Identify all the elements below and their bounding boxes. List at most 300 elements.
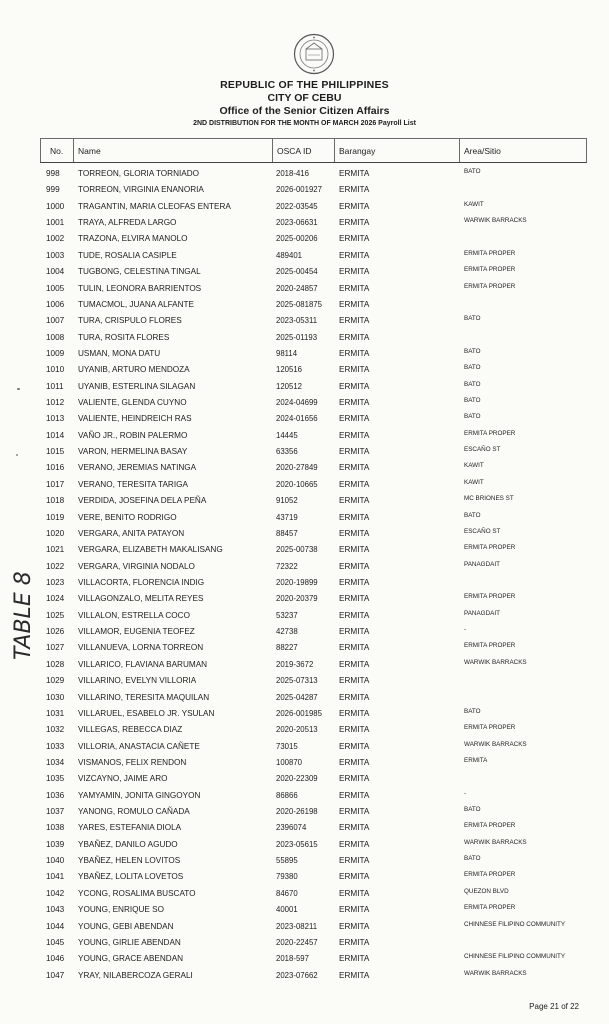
cell-brgy: ERMITA [339,807,370,817]
cell-name: VILLORIA, ANASTACIA CAÑETE [78,741,200,751]
cell-no: 1018 [46,496,65,506]
cell-name: TUDE, ROSALIA CASIPLE [78,250,177,260]
table-row [40,819,587,835]
cell-id: 2025-081875 [276,299,322,309]
cell-name: VILLARINO, EVELYN VILLORIA [78,676,197,686]
cell-brgy: ERMITA [339,447,370,457]
cell-no: 1025 [46,610,65,620]
cell-name: TORREON, GLORIA TORNIADO [78,169,200,178]
table-row [40,639,587,655]
cell-area: PANAGDAIT [464,560,500,568]
table-row [40,492,587,508]
cell-brgy: ERMITA [339,839,370,849]
cell-id: 120512 [276,381,303,391]
cell-brgy: ERMITA [339,561,370,571]
cell-area: ERMITA PROPER [464,724,516,732]
cell-id: 2023-08211 [276,921,318,931]
cell-name: VERDIDA, JOSEFINA DELA PEÑA [78,496,207,506]
cell-no: 1012 [46,398,65,408]
cell-no: 1034 [46,757,65,767]
cell-brgy: ERMITA [339,332,370,342]
cell-id: 86866 [276,790,298,800]
cell-id: 2396074 [276,823,307,833]
cell-area: KAWIT [464,478,484,486]
cell-area: MC BRIONES ST [464,495,514,503]
cell-name: VARON, HERMELINA BASAY [78,447,188,457]
cell-name: VALIENTE, GLENDA CUYNO [78,398,187,408]
cell-area: KAWIT [464,200,484,208]
cell-brgy: ERMITA [339,414,370,424]
table-row [40,967,587,983]
cell-brgy: ERMITA [339,905,370,915]
cell-name: VILLALON, ESTRELLA COCO [78,610,190,620]
cell-area: ERMITA [464,756,488,764]
cell-name: VERANO, TERESITA TARIGA [78,479,188,489]
cell-no: 1047 [46,970,65,980]
table-row [40,558,587,574]
cell-area: WARWIK BARRACKS [464,969,527,977]
table-row [40,410,587,426]
cell-brgy: ERMITA [339,528,370,538]
cell-area: ERMITA PROPER [464,429,516,437]
cell-no: 1017 [46,479,65,489]
cell-no: 1039 [46,839,65,849]
cell-brgy: ERMITA [339,692,370,702]
cell-no: 1031 [46,708,65,718]
pen-mark [17,388,20,390]
cell-name: TULIN, LEONORA BARRIENTOS [78,283,202,293]
cell-area: BATO [464,855,481,863]
cell-name: TRAZONA, ELVIRA MANOLO [78,234,188,244]
cell-no: 1005 [46,283,65,293]
cell-brgy: ERMITA [339,512,370,522]
cell-id: 88457 [276,528,298,538]
cell-name: VALIENTE, HEINDREICH RAS [78,414,192,424]
cell-id: 2020-20513 [276,725,318,735]
cell-brgy: ERMITA [339,888,370,898]
cell-id: 63356 [276,447,298,457]
cell-name: UYANIB, ARTURO MENDOZA [78,365,190,375]
table-row [40,852,587,868]
cell-no: 1045 [46,937,65,947]
header-office: Office of the Senior Citizen Affairs [219,105,390,117]
cell-area: BATO [464,364,481,372]
cell-brgy: ERMITA [339,676,370,686]
cell-id: 2020-27849 [276,463,318,473]
table-row [40,509,587,525]
cell-brgy: ERMITA [339,757,370,767]
cell-brgy: ERMITA [339,365,370,375]
cell-id: 84670 [276,888,298,898]
cell-name: VILLARICO, FLAVIANA BARUMAN [78,659,208,669]
cell-name: YOUNG, ENRIQUE SO [78,905,164,915]
cell-brgy: ERMITA [339,594,370,604]
cell-id: 489401 [276,250,303,260]
cell-name: TURA, ROSITA FLORES [78,332,170,342]
cell-no: 1035 [46,774,65,784]
cell-id: 2020-22457 [276,937,318,947]
cell-name: VILLAMOR, EUGENIA TEOFEZ [78,627,195,637]
table-row [40,280,587,296]
cell-name: VERE, BENITO RODRIGO [78,512,177,522]
table-row [40,459,587,475]
cell-area: ERMITA PROPER [464,249,516,257]
table-row [40,329,587,345]
cell-no: 1003 [46,250,65,260]
col-osca-id: OSCA ID [272,139,334,162]
cell-brgy: ERMITA [339,627,370,637]
cell-no: 1022 [46,561,65,571]
cell-area: ERMITA PROPER [464,593,516,601]
cell-id: 40001 [276,905,298,915]
cell-no: 1042 [46,888,65,898]
cell-id: 2024-01656 [276,414,318,424]
cell-brgy: ERMITA [339,185,370,195]
cell-no: 1030 [46,692,65,702]
col-area: Area/Sitio [459,139,586,162]
cell-name: YBAÑEZ, DANILO AGUDO [78,839,178,849]
header-republic: REPUBLIC OF THE PHILIPPINES [220,79,389,91]
cell-brgy: ERMITA [339,479,370,489]
cell-no: 1026 [46,627,65,637]
cell-brgy: ERMITA [339,856,370,866]
table-header [40,138,587,163]
table-row [40,165,587,181]
col-name: Name [73,139,272,162]
cell-area: BATO [464,806,481,814]
table-row [40,656,587,672]
cell-name: YAMYAMIN, JONITA GINGOYON [78,790,201,800]
cell-no: 1027 [46,643,65,653]
cell-no: 1020 [46,528,65,538]
cell-brgy: ERMITA [339,283,370,293]
cell-name: TORREON, VIRGINIA ENANORIA [78,185,204,195]
cell-no: 1019 [46,512,65,522]
table-row [40,672,587,688]
cell-id: 2025-00738 [276,545,318,555]
handwritten-table-label [6,532,42,662]
cell-no: 1028 [46,659,65,669]
cell-name: YOUNG, GIRLIE ABENDAN [78,937,181,947]
table-row [40,181,587,197]
cell-brgy: ERMITA [339,169,370,178]
cell-no: 1029 [46,676,65,686]
cell-name: YOUNG, GRACE ABENDAN [78,954,184,964]
cell-brgy: ERMITA [339,201,370,211]
cell-brgy: ERMITA [339,234,370,244]
cell-brgy: ERMITA [339,299,370,309]
cell-id: 2020-26198 [276,807,318,817]
table-row [40,230,587,246]
cell-brgy: ERMITA [339,741,370,751]
cell-no: 1013 [46,414,65,424]
cell-no: 1024 [46,594,65,604]
table-row [40,950,587,966]
cell-id: 2023-07662 [276,970,318,980]
cell-no: 1004 [46,267,65,277]
cell-brgy: ERMITA [339,937,370,947]
city-seal-icon [293,33,335,75]
cell-no: 1032 [46,725,65,735]
cell-brgy: ERMITA [339,708,370,718]
table-row [40,738,587,754]
cell-name: VERANO, JEREMIAS NATINGA [78,463,197,473]
cell-id: 42738 [276,627,298,637]
cell-area: BATO [464,707,481,715]
pen-mark [16,454,18,456]
cell-id: 72322 [276,561,298,571]
cell-name: YBAÑEZ, LOLITA LOVETOS [78,872,184,882]
cell-id: 79380 [276,872,298,882]
table-row [40,476,587,492]
payroll-table-body [40,165,587,983]
cell-no: 999 [46,185,60,195]
table-row [40,525,587,541]
table-row [40,787,587,803]
table-row [40,705,587,721]
cell-area: CHINNESE FILIPINO COMMUNITY [464,920,566,928]
handwritten-text: TABLE 8 [11,571,36,660]
cell-area: WARWIK BARRACKS [464,838,527,846]
cell-no: 1001 [46,218,65,228]
cell-area: BATO [464,168,481,175]
cell-area: BATO [464,315,481,323]
cell-area: WARWIK BARRACKS [464,217,527,225]
cell-brgy: ERMITA [339,659,370,669]
cell-id: 120516 [276,365,303,375]
cell-no: 1006 [46,299,65,309]
cell-name: TRAYA, ALFREDA LARGO [78,218,177,228]
header-payroll-title: 2ND DISTRIBUTION FOR THE MONTH OF MARCH 2026 Payroll List [193,120,416,127]
cell-name: YRAY, NILABERCOZA GERALI [78,970,193,980]
cell-name: VILLARINO, TERESITA MAQUILAN [78,692,210,702]
cell-name: VIZCAYNO, JAIME ARO [78,774,168,784]
cell-name: VILLARUEL, ESABELO JR. YSULAN [78,708,215,718]
cell-area: KAWIT [464,462,484,470]
cell-no: 1002 [46,234,65,244]
cell-no: 998 [46,169,60,178]
table-row [40,345,587,361]
table-row [40,934,587,950]
cell-id: 43719 [276,512,298,522]
cell-no: 1000 [46,201,65,211]
cell-brgy: ERMITA [339,725,370,735]
cell-name: TRAGANTIN, MARIA CLEOFAS ENTERA [78,201,231,211]
cell-id: 2020-19899 [276,577,318,587]
cell-brgy: ERMITA [339,348,370,358]
cell-id: 2023-06631 [276,218,318,228]
cell-id: 73015 [276,741,298,751]
table-row [40,198,587,214]
table-row [40,394,587,410]
cell-brgy: ERMITA [339,921,370,931]
cell-area: BATO [464,413,481,421]
cell-brgy: ERMITA [339,430,370,440]
cell-brgy: ERMITA [339,316,370,326]
table-row [40,361,587,377]
cell-name: TURA, CRISPULO FLORES [78,316,182,326]
table-row [40,770,587,786]
cell-brgy: ERMITA [339,823,370,833]
cell-area: WARWIK BARRACKS [464,740,527,748]
cell-no: 1046 [46,954,65,964]
cell-no: 1036 [46,790,65,800]
cell-no: 1015 [46,447,65,457]
col-no: No. [50,146,64,156]
cell-no: 1007 [46,316,65,326]
cell-brgy: ERMITA [339,610,370,620]
cell-id: 2025-00454 [276,267,318,277]
table-row [40,378,587,394]
cell-id: 53237 [276,610,298,620]
cell-no: 1009 [46,348,65,358]
cell-name: VILLAGONZALO, MELITA REYES [78,594,204,604]
cell-name: TUMACMOL, JUANA ALFANTE [78,299,195,309]
table-row [40,296,587,312]
cell-area: BATO [464,511,481,519]
cell-name: YOUNG, GEBI ABENDAN [78,921,174,931]
cell-area: WARWIK BARRACKS [464,658,527,666]
cell-id: 2025-07313 [276,676,318,686]
cell-area: - [464,789,467,797]
table-row [40,754,587,770]
cell-id: 2025-01193 [276,332,318,342]
table-row [40,885,587,901]
cell-name: USMAN, MONA DATU [78,348,161,358]
cell-id: 2018-597 [276,954,309,964]
cell-no: 1010 [46,365,65,375]
table-row [40,443,587,459]
cell-name: VILLANUEVA, LORNA TORREON [78,643,204,653]
cell-id: 2018-416 [276,169,309,178]
cell-area: ERMITA PROPER [464,871,516,879]
table-row [40,689,587,705]
cell-id: 100870 [276,757,303,767]
cell-no: 1037 [46,807,65,817]
cell-name: VISMANOS, FELIX RENDON [78,757,187,767]
cell-brgy: ERMITA [339,496,370,506]
cell-id: 2026-001927 [276,185,322,195]
table-row [40,574,587,590]
cell-id: 2022-03545 [276,201,318,211]
cell-id: 2023-05615 [276,839,318,849]
cell-no: 1033 [46,741,65,751]
cell-area: QUEZON BLVD [464,887,509,895]
cell-brgy: ERMITA [339,774,370,784]
table-row [40,214,587,230]
cell-name: YARES, ESTEFANIA DIOLA [78,823,182,833]
cell-area: ERMITA PROPER [464,904,516,912]
cell-area: ERMITA PROPER [464,822,516,830]
table-row [40,312,587,328]
cell-id: 2023-05311 [276,316,318,326]
table-row [40,918,587,934]
cell-id: 2026-001985 [276,708,322,718]
cell-no: 1044 [46,921,65,931]
cell-name: VAÑO JR., ROBIN PALERMO [78,430,188,440]
cell-no: 1041 [46,872,65,882]
cell-area: ERMITA PROPER [464,642,516,650]
cell-id: 2025-04287 [276,692,318,702]
cell-no: 1023 [46,577,65,587]
cell-name: VERGARA, ELIZABETH MAKALISANG [78,545,223,555]
cell-area: ESCAÑO ST [464,446,501,454]
cell-brgy: ERMITA [339,970,370,980]
cell-area: ESCAÑO ST [464,527,501,535]
page-number: Page 21 of 22 [529,1002,579,1011]
cell-name: YBAÑEZ, HELEN LOVITOS [78,856,181,866]
cell-brgy: ERMITA [339,218,370,228]
cell-area: BATO [464,397,481,405]
cell-name: VERGARA, ANITA PATAYON [78,528,185,538]
cell-brgy: ERMITA [339,381,370,391]
cell-id: 14445 [276,430,298,440]
table-row [40,721,587,737]
cell-name: VILLEGAS, REBECCA DIAZ [78,725,183,735]
table-row [40,541,587,557]
cell-area: PANAGDAIT [464,609,500,617]
cell-area: - [464,626,467,634]
table-row [40,623,587,639]
cell-name: TUGBONG, CELESTINA TINGAL [78,267,201,277]
cell-name: YANONG, ROMULO CAÑADA [78,807,190,817]
cell-name: UYANIB, ESTERLINA SILAGAN [78,381,196,391]
table-row [40,590,587,606]
cell-no: 1021 [46,545,65,555]
cell-name: YCONG, ROSALIMA BUSCATO [78,888,196,898]
table-row [40,868,587,884]
table-row [40,803,587,819]
cell-name: VILLACORTA, FLORENCIA INDIG [78,577,205,587]
table-row [40,247,587,263]
cell-no: 1014 [46,430,65,440]
cell-id: 2020-10665 [276,479,318,489]
cell-area: ERMITA PROPER [464,544,516,552]
table-row [40,427,587,443]
cell-no: 1040 [46,856,65,866]
cell-brgy: ERMITA [339,250,370,260]
cell-area: BATO [464,380,481,388]
cell-name: VERGARA, VIRGINIA NODALO [78,561,195,571]
col-barangay: Barangay [334,139,459,162]
cell-no: 1043 [46,905,65,915]
cell-id: 2019-3672 [276,659,314,669]
cell-area: ERMITA PROPER [464,266,516,274]
table-row [40,607,587,623]
cell-no: 1011 [46,381,64,391]
cell-brgy: ERMITA [339,872,370,882]
cell-brgy: ERMITA [339,267,370,277]
cell-id: 2020-22309 [276,774,318,784]
table-row [40,901,587,917]
cell-brgy: ERMITA [339,790,370,800]
cell-id: 55895 [276,856,298,866]
table-row [40,836,587,852]
cell-brgy: ERMITA [339,463,370,473]
cell-no: 1008 [46,332,65,342]
header-city: CITY OF CEBU [267,92,342,104]
cell-id: 2025-00206 [276,234,318,244]
table-row [40,263,587,279]
cell-id: 98114 [276,348,298,358]
cell-id: 91052 [276,496,298,506]
cell-no: 1016 [46,463,65,473]
cell-id: 88227 [276,643,298,653]
cell-brgy: ERMITA [339,954,370,964]
cell-area: ERMITA PROPER [464,282,516,290]
cell-brgy: ERMITA [339,577,370,587]
cell-brgy: ERMITA [339,398,370,408]
